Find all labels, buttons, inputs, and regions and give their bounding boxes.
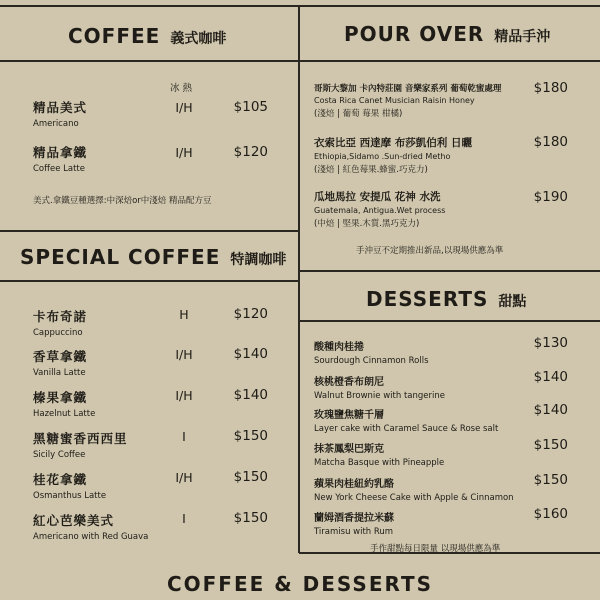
menu-item bbox=[314, 373, 445, 401]
item-flavor-note: (淺焙 | 葡萄 莓果 柑橘) bbox=[314, 109, 403, 119]
item-en-name: Cappuccino bbox=[33, 328, 83, 338]
item-price: $190 bbox=[533, 189, 568, 205]
coffee-title-en: COFFEE bbox=[68, 24, 161, 48]
item-price: $130 bbox=[533, 335, 568, 351]
item-price: $120 bbox=[233, 144, 268, 160]
item-en-name: Americano with Red Guava bbox=[33, 532, 149, 542]
menu-item bbox=[33, 470, 106, 501]
menu-item bbox=[314, 338, 429, 366]
item-price: $150 bbox=[533, 437, 568, 453]
item-en-name: Matcha Basque with Pineapple bbox=[314, 458, 445, 468]
desserts-section-title bbox=[366, 287, 526, 311]
desserts-top-rule bbox=[299, 270, 600, 272]
item-price: $150 bbox=[233, 428, 268, 444]
coffee-section-title bbox=[68, 24, 226, 48]
item-temp: I/H bbox=[175, 388, 193, 403]
item-name: 精品美式 bbox=[33, 100, 88, 115]
item-price: $180 bbox=[533, 134, 568, 150]
menu-item bbox=[314, 440, 444, 468]
menu-item bbox=[314, 82, 501, 119]
item-name: 榛果拿鐵 bbox=[33, 390, 88, 405]
center-divider bbox=[298, 5, 300, 553]
item-en-name: Vanilla Latte bbox=[33, 368, 86, 378]
item-en-name: Sourdough Cinnamon Rolls bbox=[314, 356, 429, 366]
special-title-en: SPECIAL COFFEE bbox=[20, 245, 221, 269]
item-temp: I bbox=[182, 511, 186, 526]
item-temp: I/H bbox=[175, 145, 193, 160]
item-price: $140 bbox=[533, 402, 568, 418]
item-price: $150 bbox=[233, 510, 268, 526]
item-name: 香草拿鐵 bbox=[33, 349, 88, 364]
item-temp: I/H bbox=[175, 347, 193, 362]
item-temp: I bbox=[182, 429, 186, 444]
item-en-name: Costa Rica Canet Musician Raisin Honey bbox=[314, 96, 475, 105]
pour-over-note: 手沖豆不定期推出新品,以現場供應為準 bbox=[356, 246, 504, 256]
item-price: $140 bbox=[233, 387, 268, 403]
item-name: 紅心芭樂美式 bbox=[33, 513, 115, 528]
item-en-name: Osmanthus Latte bbox=[33, 491, 107, 501]
item-en-name: Ethiopia,Sidamo .Sun-dried Metho bbox=[314, 152, 451, 161]
menu-item bbox=[33, 429, 128, 460]
item-en-name: Tiramisu with Rum bbox=[314, 527, 394, 537]
item-price: $150 bbox=[233, 469, 268, 485]
item-name: 蘋果肉桂紐約乳酪 bbox=[314, 479, 394, 490]
item-name: 精品拿鐵 bbox=[33, 145, 88, 160]
item-name: 玫瑰鹽焦糖千層 bbox=[314, 410, 384, 421]
special-section-title bbox=[20, 245, 286, 269]
special-title-zh: 特調咖啡 bbox=[230, 252, 287, 268]
temp-column-header: 冰 熱 bbox=[170, 83, 193, 94]
menu-item bbox=[33, 388, 95, 419]
item-en-name: Hazelnut Latte bbox=[33, 409, 96, 419]
pour-over-section-title bbox=[344, 22, 550, 46]
item-name: 哥斯大黎加 卡內特莊園 音樂家系列 葡萄乾蜜處理 bbox=[314, 84, 502, 94]
menu-item bbox=[33, 347, 87, 378]
item-name: 瓜地馬拉 安提瓜 花神 水洗 bbox=[314, 191, 441, 203]
menu-item bbox=[33, 143, 87, 174]
item-name: 抹茶鳳梨巴斯克 bbox=[314, 444, 384, 455]
special-header-rule bbox=[0, 280, 299, 282]
menu-item bbox=[314, 189, 445, 229]
item-temp: H bbox=[179, 307, 189, 322]
item-price: $160 bbox=[533, 506, 568, 522]
coffee-bean-note: 美式.拿鐵豆種選擇:中深焙or中淺焙 精品配方豆 bbox=[33, 196, 212, 206]
menu-item bbox=[314, 406, 498, 434]
top-rule bbox=[0, 5, 600, 7]
menu-item bbox=[33, 511, 148, 542]
item-name: 桂花拿鐵 bbox=[33, 472, 88, 487]
coffee-header-rule bbox=[0, 60, 299, 62]
menu-item bbox=[314, 135, 472, 175]
menu-item bbox=[33, 98, 87, 129]
item-price: $120 bbox=[233, 306, 268, 322]
item-temp: I/H bbox=[175, 100, 193, 115]
menu-item bbox=[314, 475, 514, 503]
item-price: $180 bbox=[533, 80, 568, 96]
desserts-title-en: DESSERTS bbox=[366, 287, 489, 311]
item-temp: I/H bbox=[175, 470, 193, 485]
desserts-note: 手作甜點每日限量 以現場供應為準 bbox=[370, 544, 501, 554]
menu-item bbox=[33, 307, 87, 338]
desserts-header-rule bbox=[299, 320, 600, 322]
pour-over-title-zh: 精品手沖 bbox=[494, 29, 551, 45]
item-name: 酸種肉桂捲 bbox=[314, 342, 364, 353]
item-price: $150 bbox=[533, 472, 568, 488]
item-price: $105 bbox=[233, 99, 268, 115]
item-en-name: Layer cake with Caramel Sauce & Rose salt bbox=[314, 424, 499, 434]
item-en-name: Guatemala, Antigua.Wet process bbox=[314, 206, 446, 215]
item-price: $140 bbox=[533, 369, 568, 385]
desserts-title-zh: 甜點 bbox=[498, 294, 527, 310]
item-en-name: Sicily Coffee bbox=[33, 450, 86, 460]
item-en-name: Walnut Brownie with tangerine bbox=[314, 391, 445, 401]
coffee-title-zh: 義式咖啡 bbox=[170, 31, 227, 47]
item-price: $140 bbox=[233, 346, 268, 362]
item-name: 黑糖蜜香西西里 bbox=[33, 431, 128, 446]
item-name: 蘭姆酒香提拉米蘇 bbox=[314, 513, 394, 524]
item-name: 衣索比亞 西達摩 布莎凱伯利 日曬 bbox=[314, 137, 472, 149]
item-en-name: New York Cheese Cake with Apple & Cinnamon bbox=[314, 493, 514, 503]
item-name: 核桃橙香布朗尼 bbox=[314, 377, 384, 388]
item-en-name: Americano bbox=[33, 119, 79, 129]
item-flavor-note: (淺焙 | 紅色莓果.蜂蜜.巧克力) bbox=[314, 165, 428, 175]
item-name: 卡布奇諾 bbox=[33, 309, 88, 324]
pour-over-header-rule bbox=[299, 60, 600, 62]
special-top-rule bbox=[0, 230, 299, 232]
menu-item bbox=[314, 509, 394, 537]
item-flavor-note: (中焙 | 堅果.木質.黑巧克力) bbox=[314, 219, 420, 229]
footer-title: COFFEE & DESSERTS bbox=[166, 572, 434, 596]
item-en-name: Coffee Latte bbox=[33, 164, 85, 174]
pour-over-title-en: POUR OVER bbox=[344, 22, 485, 46]
